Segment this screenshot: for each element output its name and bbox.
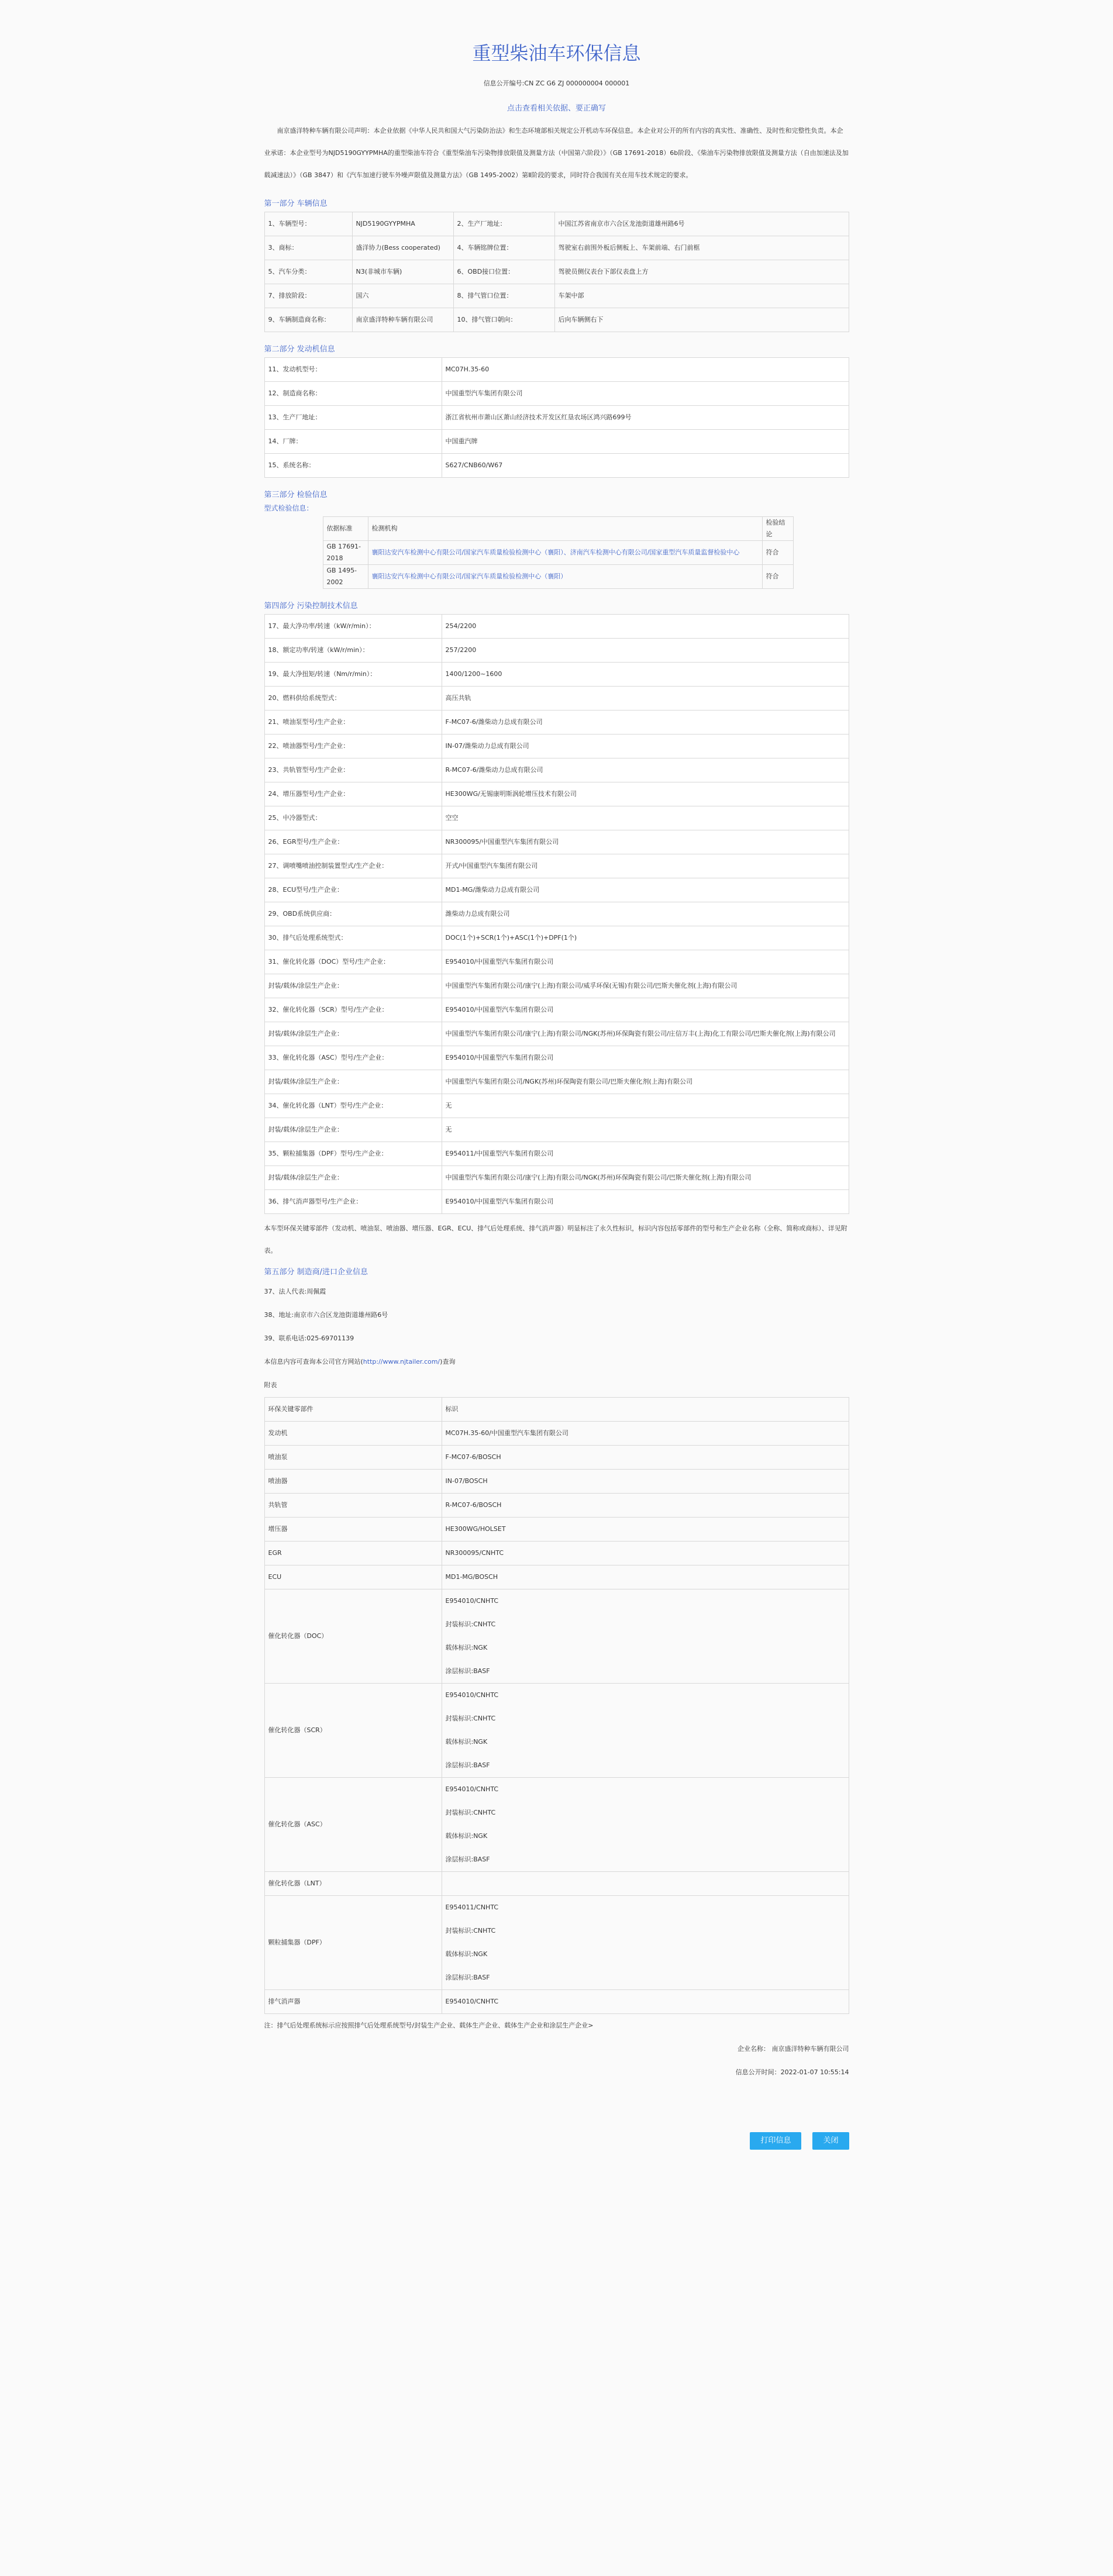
component-marks [442, 1494, 849, 1518]
mark-line: E954010/CNHTC [445, 1998, 499, 2005]
component-name: 喷油器 [264, 1470, 442, 1494]
mark-line: 涂层标识:BASF [445, 1761, 490, 1769]
field-label: 14、厂牌： [264, 430, 442, 454]
component-name: ECU [264, 1565, 442, 1589]
field-value: S627/CNB60/W67 [442, 454, 849, 478]
column-header: 检测机构 [368, 517, 762, 541]
table-row [264, 663, 849, 687]
page-title: 重型柴油车环保信息 [472, 42, 641, 64]
column-header: 标识 [442, 1398, 849, 1422]
part4-heading: 第四部分 污染控制技术信息 [264, 602, 358, 611]
table-row [323, 541, 793, 565]
field-label: 36、排气消声器型号/生产企业： [264, 1190, 442, 1214]
mark-line: E954010/CNHTC [445, 1597, 499, 1605]
mark-line: 封装标识:CNHTC [445, 1809, 496, 1816]
conclusion-cell: 符合 [762, 541, 793, 565]
field-value: E954010/中国重型汽车集团有限公司 [442, 998, 849, 1022]
type-test-subheading: 型式检验信息： [264, 504, 313, 512]
mark-line: 封装标识:CNHTC [445, 1927, 496, 1934]
field-label: 12、制造商名称： [264, 382, 442, 406]
table-row [264, 284, 849, 308]
field-value: 潍柴动力总成有限公司 [442, 902, 849, 926]
table-row [264, 1684, 849, 1778]
manufacturer-line: 38、地址:南京市六合区龙池街道雄州路6号 [264, 1311, 388, 1319]
table-row [264, 1046, 849, 1070]
component-name: 增压器 [264, 1518, 442, 1542]
table-row [264, 212, 849, 236]
test-info-table [323, 516, 794, 589]
field-value: 中国重型汽车集团有限公司 [442, 382, 849, 406]
mark-line: 涂层标识:BASF [445, 1974, 490, 1981]
field-value: E954011/中国重型汽车集团有限公司 [442, 1142, 849, 1166]
manufacturer-line: 39、联系电话:025-69701139 [264, 1334, 354, 1342]
part5-heading: 第五部分 制造商/进口企业信息 [264, 1268, 368, 1277]
table-row [264, 1022, 849, 1046]
component-name: EGR [264, 1542, 442, 1565]
table-row [264, 998, 849, 1022]
emission-tech-table [264, 614, 849, 1214]
table-row [264, 878, 849, 902]
table-row [264, 1872, 849, 1896]
field-label: 封装/载体/涂层生产企业： [264, 974, 442, 998]
table-row [264, 260, 849, 284]
table-row [264, 1470, 849, 1494]
mark-line: 载体标识:NGK [445, 1738, 488, 1746]
mark-line: R-MC07-6/BOSCH [445, 1501, 502, 1509]
table-row [264, 830, 849, 854]
table-row [264, 430, 849, 454]
table-row [264, 854, 849, 878]
table-row [264, 926, 849, 950]
field-label: 6、OBD接口位置： [453, 260, 554, 284]
field-value: F-MC07-6/潍柴动力总成有限公司 [442, 711, 849, 734]
field-label: 封装/载体/涂层生产企业： [264, 1166, 442, 1190]
part3-heading: 第三部分 检验信息 [264, 491, 328, 499]
table-row [264, 1589, 849, 1684]
field-value: 南京盛洋特种车辆有限公司 [352, 308, 453, 332]
mark-line [446, 1872, 845, 1895]
field-value: N3(非城市车辆) [352, 260, 453, 284]
field-label: 35、颗粒捕集器（DPF）型号/生产企业： [264, 1142, 442, 1166]
appendix-title: 附表 [264, 1381, 277, 1389]
field-label: 3、商标： [264, 236, 352, 260]
field-label: 22、喷油器型号/生产企业： [264, 734, 442, 758]
part1-heading: 第一部分 车辆信息 [264, 199, 328, 208]
field-value: 中国重型汽车集团有限公司/康宁(上海)有限公司/NGK(苏州)环保陶瓷有限公司/庄信万丰(上海)化工有限公司/巴斯夫催化剂(上海)有限公司 [442, 1022, 849, 1046]
table-row [264, 454, 849, 478]
table-row [264, 1565, 849, 1589]
component-marks [442, 1470, 849, 1494]
table-row [264, 806, 849, 830]
component-name: 催化转化器（ASC） [264, 1778, 442, 1872]
component-marks [442, 1542, 849, 1565]
appendix-note: 注：排气后处理系统标示应按照排气后处理系统型号/封装生产企业、载体生产企业、载体生产企业和涂层生产企业> [264, 2022, 594, 2029]
field-value: 中国重型汽车集团有限公司/NGK(苏州)环保陶瓷有限公司/巴斯夫催化剂(上海)有限公司 [442, 1070, 849, 1094]
field-label: 30、排气后处理系统型式： [264, 926, 442, 950]
mark-line: 封装标识:CNHTC [445, 1620, 496, 1628]
component-name: 颗粒捕集器（DPF） [264, 1896, 442, 1990]
field-label: 7、排放阶段： [264, 284, 352, 308]
field-label: 20、燃料供给系统型式： [264, 687, 442, 711]
mark-line: E954010/CNHTC [445, 1691, 499, 1699]
table-row [264, 1166, 849, 1190]
field-value: 无 [442, 1118, 849, 1142]
field-label: 13、生产厂地址： [264, 406, 442, 430]
component-mark-note: 本车型环保关键零部件（发动机、喷油泵、喷油器、增压器、EGR、ECU、排气后处理系统、排气消声器）明显标注了永久性标识，标识内容包括零部件的型号和生产企业名称（全称、简称或商标）、详见附表。 [264, 1225, 847, 1254]
conclusion-cell: 符合 [762, 565, 793, 589]
field-label: 19、最大净扭矩/转速（Nm/r/min）： [264, 663, 442, 687]
field-value: 257/2200 [442, 639, 849, 663]
field-value: NR300095/中国重型汽车集团有限公司 [442, 830, 849, 854]
field-label: 23、共轨管型号/生产企业： [264, 758, 442, 782]
field-label: 封装/载体/涂层生产企业： [264, 1118, 442, 1142]
field-label: 10、排气管口朝向： [453, 308, 554, 332]
mark-line: F-MC07-6/BOSCH [445, 1453, 501, 1461]
table-row [264, 358, 849, 382]
field-label: 33、催化转化器（ASC）型号/生产企业： [264, 1046, 442, 1070]
column-header: 检验结论 [762, 517, 793, 541]
field-label: 1、车辆型号： [264, 212, 352, 236]
field-value: E954010/中国重型汽车集团有限公司 [442, 1046, 849, 1070]
query-line: 本信息内容可查询本公司官方网站(http://www.njtailer.com/)查询 [264, 1358, 456, 1365]
mark-line: MD1-MG/BOSCH [445, 1573, 498, 1581]
part2-heading: 第二部分 发动机信息 [264, 345, 335, 354]
component-marks [442, 1990, 849, 2014]
table-row [264, 615, 849, 639]
test-agency-cell [368, 565, 762, 589]
table-row [264, 639, 849, 663]
component-name: 发动机 [264, 1422, 442, 1446]
table-row [264, 974, 849, 998]
field-value: 254/2200 [442, 615, 849, 639]
table-row [264, 1896, 849, 1990]
field-label: 15、系统名称： [264, 454, 442, 478]
component-name: 喷油泵 [264, 1446, 442, 1470]
field-value: IN-07/潍柴动力总成有限公司 [442, 734, 849, 758]
component-marks [442, 1872, 849, 1896]
field-value: 中国江苏省南京市六合区龙池街道雄州路6号 [554, 212, 849, 236]
field-label: 24、增压器型号/生产企业： [264, 782, 442, 806]
field-label: 5、汽车分类： [264, 260, 352, 284]
component-name: 共轨管 [264, 1494, 442, 1518]
field-value: R-MC07-6/潍柴动力总成有限公司 [442, 758, 849, 782]
field-value: 空空 [442, 806, 849, 830]
table-row [323, 565, 793, 589]
mark-line: 涂层标识:BASF [445, 1856, 490, 1863]
field-label: 32、催化转化器（SCR）型号/生产企业： [264, 998, 442, 1022]
field-value: 浙江省杭州市萧山区萧山经济技术开发区红垦农场区鸿兴路699号 [442, 406, 849, 430]
field-label: 18、额定功率/转速（kW/r/min）： [264, 639, 442, 663]
component-marks [442, 1422, 849, 1446]
component-marks [442, 1896, 849, 1990]
table-row [264, 687, 849, 711]
field-label: 31、催化转化器（DOC）型号/生产企业： [264, 950, 442, 974]
mark-line: 载体标识:NGK [445, 1832, 488, 1840]
field-value: NJD5190GYYPMHA [352, 212, 453, 236]
table-row [264, 1518, 849, 1542]
vehicle-info-table [264, 212, 849, 332]
field-label: 21、喷油泵型号/生产企业： [264, 711, 442, 734]
field-value: MD1-MG/潍柴动力总成有限公司 [442, 878, 849, 902]
field-label: 34、催化转化器（LNT）型号/生产企业： [264, 1094, 442, 1118]
field-value: 盛洋协力(Bess cooperated) [352, 236, 453, 260]
engine-info-table [264, 357, 849, 478]
table-header-row [323, 517, 793, 541]
standard-cell: GB 17691-2018 [323, 541, 368, 565]
mark-line: 载体标识:NGK [445, 1950, 488, 1958]
manufacturer-line: 37、法人代表:周佩霞 [264, 1288, 326, 1295]
table-row [264, 406, 849, 430]
field-value: 国六 [352, 284, 453, 308]
field-label: 29、OBD系统供应商： [264, 902, 442, 926]
field-value: MC07H.35-60 [442, 358, 849, 382]
table-row [264, 1118, 849, 1142]
column-header: 依据标准 [323, 517, 368, 541]
table-row [264, 1494, 849, 1518]
component-marks [442, 1518, 849, 1542]
component-marks [442, 1446, 849, 1470]
field-label: 8、排气管口位置： [453, 284, 554, 308]
field-value: 1400/1200~1600 [442, 663, 849, 687]
mark-line: 封装标识:CNHTC [445, 1715, 496, 1722]
table-row [264, 1446, 849, 1470]
field-label: 27、调喷嘴喷油控制装置型式/生产企业： [264, 854, 442, 878]
table-row [264, 236, 849, 260]
info-code: 信息公开编号:CN ZC G6 ZJ 000000004 000001 [483, 80, 630, 87]
field-label: 11、发动机型号： [264, 358, 442, 382]
info-page [264, 0, 849, 2150]
field-value: E954010/中国重型汽车集团有限公司 [442, 950, 849, 974]
mark-line: 载体标识:NGK [445, 1644, 488, 1651]
declaration-text: 南京盛洋特种车辆有限公司声明：本企业依据《中华人民共和国大气污染防治法》和生态环境部相关规定公开机动车环保信息。本企业对公开的所有内容的真实性、准确性、及时性和完整性负责。本企业承诺：本企业型号为NJD5190GYYPMHA的重型柴油车符合《重型柴油车污染物排放限值及测量方法（中国第六阶段）》（GB 17691-2018）6b阶段、《柴油车污染物排放限值及测量方法（自由加速法及加载减速法）》（GB 3847）和《汽车加速行驶车外噪声限值及测量方法》（GB 1495-2002）第Ⅱ阶段的要求，同时符合我国有关在用车技术规定的要求。 [264, 127, 849, 179]
basis-notice[interactable]: 点击查看相关依据、要正确写 [506, 104, 606, 113]
publish-time: 信息公开时间：2022-01-07 10:55:14 [735, 2068, 849, 2076]
appendix-table [264, 1397, 849, 2014]
component-name: 催化转化器（DOC） [264, 1589, 442, 1684]
field-value: 驾驶员侧仪表台下部仪表盘上方 [554, 260, 849, 284]
table-row [264, 711, 849, 734]
table-row [264, 1142, 849, 1166]
table-row [264, 1778, 849, 1872]
column-header: 环保关键零部件 [264, 1398, 442, 1422]
table-row [264, 1990, 849, 2014]
component-marks [442, 1778, 849, 1872]
component-name: 催化转化器（LNT） [264, 1872, 442, 1896]
table-row [264, 1094, 849, 1118]
field-value: DOC(1个)+SCR(1个)+ASC(1个)+DPF(1个) [442, 926, 849, 950]
table-row [264, 902, 849, 926]
table-row [264, 308, 849, 332]
mark-line: MC07H.35-60/中国重型汽车集团有限公司 [445, 1429, 568, 1437]
field-label: 2、生产厂地址： [453, 212, 554, 236]
mark-line: IN-07/BOSCH [445, 1477, 488, 1485]
standard-cell: GB 1495-2002 [323, 565, 368, 589]
field-value: 后向车辆侧右下 [554, 308, 849, 332]
field-value: 中国重型汽车集团有限公司/康宁(上海)有限公司/威孚环保(无锡)有限公司/巴斯夫催化剂(上海)有限公司 [442, 974, 849, 998]
table-header-row [264, 1398, 849, 1422]
table-row [264, 1542, 849, 1565]
table-row [264, 758, 849, 782]
button-bar [264, 2132, 849, 2150]
mark-line: E954011/CNHTC [445, 1903, 499, 1911]
table-row [264, 1070, 849, 1094]
print-button[interactable]: 打印信息 [750, 2132, 801, 2150]
table-row [264, 382, 849, 406]
field-label: 9、车辆制造商名称： [264, 308, 352, 332]
table-row [264, 782, 849, 806]
field-label: 25、中冷器型式： [264, 806, 442, 830]
test-agency-link[interactable]: 襄阳达安汽车检测中心有限公司/国家汽车质量检验检测中心（襄阳） [371, 573, 567, 580]
field-label: 26、EGR型号/生产企业： [264, 830, 442, 854]
test-agency-link[interactable]: 襄阳达安汽车检测中心有限公司/国家汽车质量检验检测中心（襄阳）、济南汽车检测中心有限公司/国家重型汽车质量监督检验中心 [371, 549, 740, 556]
component-name: 排气消声器 [264, 1990, 442, 2014]
field-value: 驾驶室右前围外板后侧板上、车架前端、右门前框 [554, 236, 849, 260]
table-row [264, 1422, 849, 1446]
component-name: 催化转化器（SCR） [264, 1684, 442, 1778]
field-value: 开式/中国重型汽车集团有限公司 [442, 854, 849, 878]
component-marks [442, 1565, 849, 1589]
field-value: 车架中部 [554, 284, 849, 308]
component-marks [442, 1589, 849, 1684]
component-marks [442, 1684, 849, 1778]
official-site-link[interactable]: http://www.njtailer.com/ [363, 1358, 440, 1365]
mark-line: E954010/CNHTC [445, 1785, 499, 1793]
field-value: 无 [442, 1094, 849, 1118]
field-value: 中国重汽牌 [442, 430, 849, 454]
field-value: 中国重型汽车集团有限公司/康宁(上海)有限公司/NGK(苏州)环保陶瓷有限公司/巴斯夫催化剂(上海)有限公司 [442, 1166, 849, 1190]
field-label: 17、最大净功率/转速（kW/r/min）： [264, 615, 442, 639]
mark-line: HE300WG/HOLSET [445, 1525, 506, 1533]
table-row [264, 734, 849, 758]
field-label: 封装/载体/涂层生产企业： [264, 1070, 442, 1094]
table-row [264, 950, 849, 974]
field-label: 28、ECU型号/生产企业： [264, 878, 442, 902]
field-value: HE300WG/无锡康明斯涡轮增压技术有限公司 [442, 782, 849, 806]
test-agency-cell [368, 541, 762, 565]
table-row [264, 1190, 849, 1214]
mark-line: 涂层标识:BASF [445, 1667, 490, 1675]
field-label: 4、车辆铭牌位置： [453, 236, 554, 260]
field-label: 封装/载体/涂层生产企业： [264, 1022, 442, 1046]
close-button[interactable]: 关闭 [812, 2132, 849, 2150]
mark-line: NR300095/CNHTC [445, 1549, 504, 1557]
field-value: E954010/中国重型汽车集团有限公司 [442, 1190, 849, 1214]
company-name: 企业名称： 南京盛洋特种车辆有限公司 [738, 2045, 849, 2053]
field-value: 高压共轨 [442, 687, 849, 711]
